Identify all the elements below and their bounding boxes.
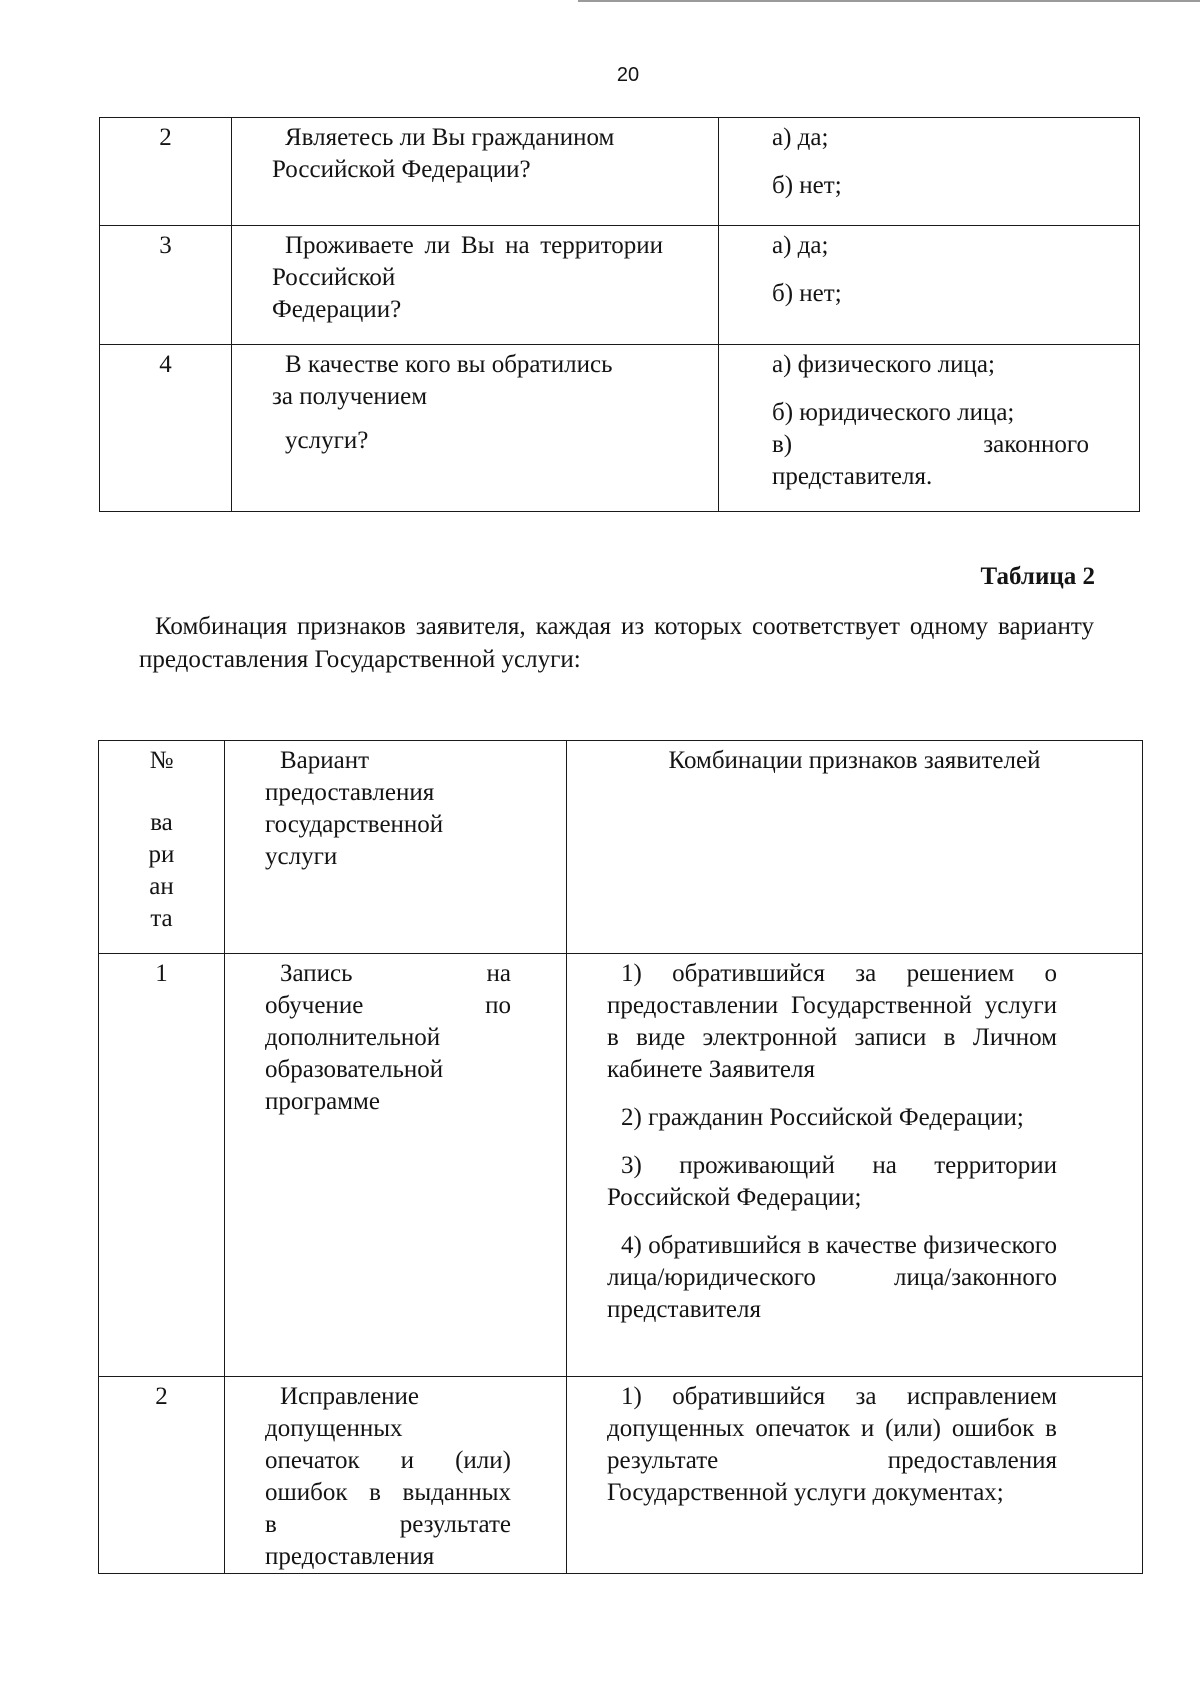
table-caption: Таблица 2 <box>980 563 1095 590</box>
header-combinations: Комбинации признаков заявителей <box>567 741 1143 954</box>
header-variant <box>225 741 567 954</box>
question-cell <box>232 118 719 226</box>
question-line: В качестве кого вы обратились <box>285 351 613 378</box>
combination-item: 1) обратившийся за исправлением допущенных опечаток и (или) ошибок в результате предоставления Государственной услуги документах; <box>607 1383 1057 1506</box>
variant-line: дополнительной <box>265 1024 441 1051</box>
header-text: Вариант предоставления государственной услуги <box>265 747 444 870</box>
variant-line: обучение по <box>265 992 511 1019</box>
variant-line: в результате <box>265 1511 511 1538</box>
combination-item: 4) обратившийся в качестве физического лица/юридического лица/законного представителя <box>607 1232 1057 1323</box>
variant-cell <box>225 1377 567 1574</box>
answer-option: б) нет; <box>772 280 842 307</box>
question-line: Федерации? <box>272 296 402 323</box>
question-line: Российской Федерации? <box>272 156 531 183</box>
answer-cell <box>719 226 1140 345</box>
table-row <box>100 345 1140 512</box>
header-text: ри <box>148 841 175 868</box>
combinations-cell <box>567 1377 1143 1574</box>
page-number: 20 <box>616 64 640 86</box>
row-number: 4 <box>100 345 232 512</box>
header-text: ва <box>150 809 173 836</box>
scan-edge-line <box>578 0 1200 2</box>
variant-line: ошибок в выданных <box>265 1479 511 1506</box>
question-line: Проживаете ли Вы на территории Российской <box>272 232 663 291</box>
header-gap <box>99 777 224 807</box>
variant-line: программе <box>265 1088 380 1115</box>
variants-table <box>98 740 1143 1574</box>
variant-line: опечаток и (или) <box>265 1447 511 1474</box>
variant-line: допущенных <box>265 1415 403 1442</box>
variant-line: Запись на <box>280 960 511 987</box>
answer-option: б) юридического лица; <box>772 399 1015 426</box>
answer-cell <box>719 118 1140 226</box>
table-row <box>100 118 1140 226</box>
table-row <box>100 226 1140 345</box>
variant-cell <box>225 954 567 1377</box>
answer-option: а) физического лица; <box>772 351 995 378</box>
header-text: № <box>149 747 174 774</box>
table-row <box>99 954 1143 1377</box>
header-variant-number <box>99 741 225 954</box>
question-line: за получением <box>272 383 428 410</box>
answer-option: в) законного <box>772 431 1089 458</box>
combinations-cell <box>567 954 1143 1377</box>
question-cell <box>232 226 719 345</box>
combination-item: 1) обратившийся за решением о предоставлении Государственной услуги в виде электронной записи в Личном кабинете Заявителя <box>607 960 1057 1083</box>
variant-number: 1 <box>99 954 225 1377</box>
question-line: услуги? <box>285 427 369 454</box>
variant-line: образовательной <box>265 1056 444 1083</box>
questionnaire-table <box>99 117 1140 512</box>
header-text: ан <box>149 873 174 900</box>
question-cell <box>232 345 719 512</box>
table-row <box>99 1377 1143 1574</box>
row-number: 2 <box>100 118 232 226</box>
variant-line: предоставления <box>265 1543 435 1570</box>
header-text: та <box>150 905 173 932</box>
table-header-row <box>99 741 1143 954</box>
intro-paragraph: Комбинация признаков заявителя, каждая из которых соответствует одному варианту предоставления Государственной услуги: <box>139 613 1094 673</box>
combination-item: 3) проживающий на территории Российской Федерации; <box>607 1152 1057 1211</box>
answer-option: б) нет; <box>772 172 842 199</box>
combination-item: 2) гражданин Российской Федерации; <box>621 1104 1024 1131</box>
variant-line: Исправление <box>280 1383 420 1410</box>
answer-option: а) да; <box>772 232 829 259</box>
answer-cell <box>719 345 1140 512</box>
variant-number: 2 <box>99 1377 225 1574</box>
row-number: 3 <box>100 226 232 345</box>
answer-option: представителя. <box>772 463 933 490</box>
question-line: Являетесь ли Вы гражданином <box>285 124 615 151</box>
answer-option: а) да; <box>772 124 829 151</box>
